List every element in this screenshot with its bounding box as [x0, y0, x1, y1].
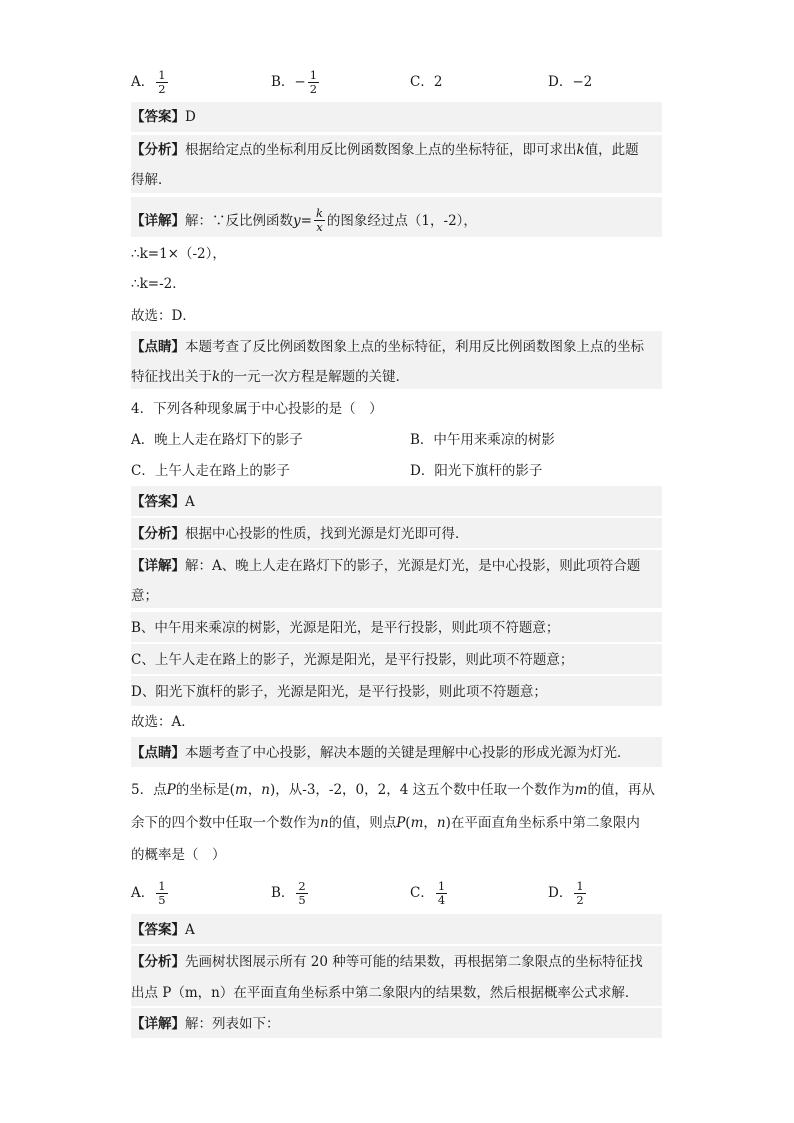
text-span: 的概率是（ ） — [131, 847, 226, 863]
q5-analysis — [131, 946, 662, 1006]
text-span: 2 — [309, 81, 318, 96]
text-span: B． — [410, 432, 434, 448]
q4-option-c — [131, 461, 290, 481]
text-span: P — [396, 815, 406, 831]
text-span: 【答案】 — [131, 494, 185, 510]
text-span: 本题考查了中心投影，解决本题的关键是理解中心投影的形成光源为灯光． — [185, 745, 631, 761]
q4-stem — [131, 399, 662, 419]
text-span: k — [576, 142, 585, 158]
q4-detail-d — [131, 676, 662, 706]
q5-option-a — [131, 876, 170, 910]
text-span: D、阳光下旗杆的影子，光源是阳光，是平行投影，则此项不符题意； — [131, 684, 547, 700]
fraction — [156, 880, 167, 907]
text-span: 1 — [309, 67, 318, 82]
text-span: 1 — [158, 878, 166, 893]
q3-option-a — [131, 66, 170, 98]
q4-analysis — [131, 518, 662, 548]
text-span: 故选：A． — [131, 714, 195, 730]
text-span: 余下的四个数中任取一个数作为 — [131, 815, 320, 831]
q3-detail-line — [131, 274, 662, 294]
text-span: 的一元一次方程是解题的关键． — [220, 369, 410, 385]
fraction — [574, 880, 585, 907]
q3-option-b — [271, 66, 321, 98]
text-span: )在平面直角坐标系中第二象限内 — [445, 815, 640, 831]
q3-options — [131, 66, 662, 98]
text-span: n — [320, 815, 329, 831]
text-span: B、中午用来乘凉的树影，光源是阳光，是平行投影，则此项不符题意； — [131, 620, 560, 636]
text-span: 4 — [437, 892, 446, 907]
text-span: 【分析】 — [131, 526, 185, 542]
text-span: D． — [548, 74, 573, 90]
text-span: 【答案】 — [131, 922, 185, 938]
q3-option-d — [548, 66, 592, 98]
text-span: 1 — [437, 878, 446, 893]
text-span: D — [185, 109, 196, 125]
q5-answer — [131, 914, 662, 944]
text-span: A — [185, 494, 195, 510]
text-span: 本题考查了反比例函数图象上点的坐标特征，利用反比例函数图象上点的坐标 — [185, 339, 644, 355]
text-span: 【点睛】 — [131, 745, 185, 761]
text-span: = — [300, 212, 312, 229]
text-span: 2 — [576, 892, 584, 907]
text-span: 上午人走在路上的影子 — [154, 463, 290, 479]
text-span: )，从-3，-2，0，2，4 这五个数中任取一个数作为 — [269, 782, 575, 798]
q5-options — [131, 876, 662, 910]
q4-detail-c — [131, 644, 662, 674]
q5-option-c — [410, 876, 449, 910]
text-span: 故选：D． — [131, 308, 196, 324]
text-span: 的图象经过点（1，-2）， — [326, 212, 477, 229]
text-span: A． — [131, 432, 155, 448]
fraction — [156, 69, 167, 96]
text-span: 晚上人走在路灯下的影子 — [154, 432, 303, 448]
text-span: 解：∵反比例函数 — [185, 212, 293, 229]
fraction — [314, 207, 325, 234]
text-span: 【答案】 — [131, 109, 185, 125]
text-span: x — [316, 220, 323, 234]
q3-answer — [131, 102, 662, 132]
text-span: 1 — [158, 67, 166, 82]
text-span: 5．点 — [131, 782, 167, 798]
q5-detail — [131, 1008, 662, 1038]
q3-comment — [131, 331, 662, 389]
text-span: 【详解】 — [131, 1016, 185, 1032]
text-span: 特征找出关于 — [131, 369, 212, 385]
text-span: 2 — [298, 878, 306, 893]
text-span: 得解． — [131, 172, 172, 188]
text-span: 意； — [131, 588, 158, 604]
text-span: ， — [423, 815, 437, 831]
text-span: n — [436, 815, 446, 831]
q5-stem-3 — [131, 845, 662, 865]
fraction — [436, 880, 447, 907]
text-span: 2 — [433, 74, 443, 90]
text-span: A． — [131, 885, 155, 901]
text-span: 的坐标是( — [175, 782, 235, 798]
q4-comment — [131, 737, 662, 767]
text-span: 的值，则点 — [328, 815, 397, 831]
text-span: 值，此题 — [584, 142, 639, 158]
q4-option-b — [410, 430, 555, 450]
q4-option-d — [410, 461, 542, 481]
q4-detail-end — [131, 712, 662, 732]
text-span: ， — [247, 782, 262, 798]
text-span: C． — [410, 74, 434, 90]
text-span: 阳光下旗杆的影子 — [434, 463, 543, 479]
text-span: 1 — [576, 878, 584, 893]
text-span: ∴k=1×（-2）， — [131, 246, 226, 262]
text-span: 解：列表如下： — [185, 1016, 280, 1032]
text-span: 出点 P（m，n）在平面直角坐标系中第二象限内的结果数，然后根据概率公式求解． — [131, 985, 639, 1001]
text-span: k — [315, 206, 323, 220]
fraction — [296, 880, 307, 907]
q3-detail — [131, 197, 662, 237]
text-span: P — [166, 782, 176, 798]
text-span: 2 — [158, 81, 166, 96]
text-span: −2 — [572, 74, 593, 90]
text-span: m — [410, 815, 424, 831]
text-span: 5 — [298, 892, 306, 907]
q5-stem-1 — [131, 780, 662, 800]
text-span: B． — [271, 74, 295, 90]
text-span: C． — [410, 885, 434, 901]
text-span: 根据给定点的坐标利用反比例函数图象上点的坐标特征，即可求出 — [185, 142, 577, 158]
text-span: A — [185, 922, 195, 938]
text-span: 中午用来乘凉的树影 — [433, 432, 555, 448]
q3-analysis — [131, 135, 662, 193]
text-span: m — [574, 782, 588, 798]
text-span: k — [212, 369, 221, 385]
text-span: y — [293, 212, 301, 229]
q5-stem-2 — [131, 813, 662, 833]
text-span: 【分析】 — [131, 142, 185, 158]
text-span: C． — [131, 463, 155, 479]
text-span: − — [294, 74, 306, 90]
text-span: ( — [405, 815, 411, 831]
text-span: ∴k=-2． — [131, 276, 186, 292]
q5-option-d — [548, 876, 588, 910]
text-span: C、上午人走在路上的影子，光源是阳光，是平行投影，则此项不符题意； — [131, 652, 574, 668]
text-span: 根据中心投影的性质，找到光源是灯光即可得． — [185, 526, 469, 542]
text-span: A． — [131, 74, 155, 90]
q4-detail — [131, 550, 662, 608]
q4-detail-b — [131, 612, 662, 642]
text-span: B． — [271, 885, 295, 901]
text-span: 解：A、晚上人走在路灯下的影子，光源是灯光，是中心投影，则此项符合题 — [185, 558, 641, 574]
q3-detail-line — [131, 306, 662, 326]
text-span: 【详解】 — [131, 558, 185, 574]
text-span: 的值，再从 — [587, 782, 655, 798]
text-span: 5 — [158, 892, 166, 907]
q4-answer — [131, 486, 662, 516]
q4-option-a — [131, 430, 303, 450]
q3-option-c — [410, 66, 442, 98]
text-span: n — [261, 782, 270, 798]
text-span: D． — [410, 463, 435, 479]
text-span: 4．下列各种现象属于中心投影的是（ ） — [131, 401, 383, 417]
text-span: 先画树状图展示所有 20 种等可能的结果数，再根据第二象限点的坐标特征找 — [185, 954, 643, 970]
text-span: 【分析】 — [131, 954, 185, 970]
text-span: 【详解】 — [131, 212, 185, 229]
q5-option-b — [271, 876, 310, 910]
text-span: D． — [548, 885, 573, 901]
fraction — [308, 69, 319, 96]
text-span: 【点睛】 — [131, 339, 185, 355]
text-span: m — [234, 782, 248, 798]
q3-detail-line — [131, 244, 662, 264]
